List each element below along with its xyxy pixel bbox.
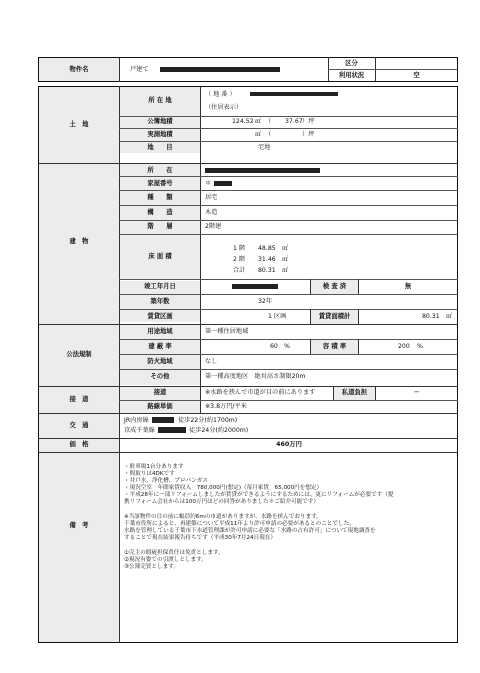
remark-line: することで現在結果報告待ちです（平成30年7月24日現在） [124, 535, 276, 541]
private-road-label: 私道負担 [341, 389, 368, 396]
remark-line: ・駐車場1台分あります [124, 464, 184, 470]
rental-area-label: 賃貸面積計 [318, 313, 351, 320]
route-price-label: 路線単価 [147, 403, 173, 410]
usage-value: 空 [413, 72, 420, 79]
other-regulation-value: 第一種高度地区 絶対高さ制限20m [205, 373, 306, 380]
land-chiban-label: （ 地 番 ） [205, 91, 236, 98]
rental-area-value: 80.31 [422, 313, 440, 320]
other-regulation-label: その他 [150, 373, 170, 380]
rental-section-label: 賃貸区画 [147, 313, 173, 320]
route-price-value: ※3.8万円/平米 [205, 403, 247, 410]
redacted-station1 [152, 417, 174, 423]
land-section-label: 土 地 [69, 121, 89, 128]
usage-label: 利用状況 [338, 72, 365, 79]
remark-line: ①売主の瑕疵担保責任は免責とします。 [124, 550, 224, 556]
transport-line1-suffix: 徒歩22分(約1700m) [178, 417, 238, 424]
property-name-label: 物件名 [69, 66, 89, 73]
floor-area-label: 床 面 積 [148, 253, 172, 260]
price-label: 価 格 [69, 441, 89, 448]
redacted-chiban [250, 92, 338, 96]
land-chimoku-value: 宅地 [258, 144, 271, 151]
inspection-value: 無 [404, 283, 412, 290]
far-value: 200 [398, 343, 410, 350]
floors-label: 階 層 [147, 223, 173, 230]
land-area-tsubo: 37.67 [285, 118, 303, 125]
land-area-label: 公簿地積 [147, 118, 173, 125]
redacted-name [160, 67, 280, 72]
redacted-station2 [158, 427, 186, 433]
land-area-sqm: 124.52 [232, 118, 254, 125]
remark-line: ・平成28年に一部リフォームしましたが賃貸ができるようにするためには、更にリフォームが必要です（提 [124, 492, 394, 498]
land-chimoku-label: 地 目 [147, 144, 173, 151]
building-location-label: 所 在 [147, 167, 173, 174]
land-location-label: 所 在 地 [148, 97, 172, 104]
land-measured-label: 実測地積 [147, 131, 173, 138]
remark-line: ②現況有姿での引渡しとします。 [124, 557, 207, 563]
remark-line: ・井戸水、浄化槽、プロパンガス [124, 478, 208, 484]
remark-line: ・現況空室 年間家賃収入 780,000円(想定)（毎月家賃 65,000円を想定） [124, 485, 323, 491]
redacted-house-no [214, 181, 232, 186]
land-area-unit: ㎡ [255, 118, 262, 125]
road-section-label: 接 道 [69, 396, 89, 403]
transport-section-label: 交 通 [69, 422, 89, 429]
remark-line: ・間取りは4DKです [124, 471, 175, 477]
transport-line1-prefix: JR内房線 [124, 417, 149, 424]
access-value: ※水路を挟んで市道が目の前にあります [205, 389, 316, 396]
inspection-label: 検 査 済 [322, 283, 347, 290]
structure-label: 構 造 [147, 209, 173, 216]
remark-line: 千葉市役所によると、再建築について平成11年より許可申請の必要があるとのことでした。 [124, 521, 355, 527]
transport-line2-prefix: 京成千葉線 [124, 427, 155, 434]
remarks-label: 備 考 [69, 522, 89, 529]
age-label: 築年数 [150, 298, 170, 305]
house-no-label: 家屋番号 [147, 180, 173, 187]
remark-line: ※当該物件の目の前に幅員約6mの市道がありますが、水路を挟んでおります。 [124, 514, 322, 520]
property-sheet: 物件名 戸建て 区分 利用状況 空 土 地 所 在 地 （ 地 番 ） （住居表示） 公簿地積 124.52 ㎡ （ 37.67 ）坪 実測地積 ㎡ （ ）坪 地 目 宅地 建 物 所 在 家屋番号 ＊ 種 類 居宅 構 造 木造 階 層 2階建 床 面 積 1 階 48.85 ㎡ 2 階 31.46 ㎡ 合計 80.31 ㎡ 竣工年月日 検 査 済 無 築年数 32年 賃貸区画 1 区画 賃貸面積計 80.31 ㎡ 公法規制 用途地域 第一種住居地域 建 蔽 率 60 % 容 積 率 200 % 防火地域 なし その他 第一種高度地区 絶対高さ制限20m 接 道 接道 ※水路を挟んで市道が目の前にあります 私道負担 － 路線単価 ※3.8万円/平米 交 通 JR内房線 徒歩22分(約1700m) 京成千葉線 徒歩24分(約2000m) 価 格 460万円 備 考 ・駐車場1台分あります ・間取りは4DKです ・井戸水、浄化槽、プロパンガス ・現況空室 年間家賃収入 780,000円(想定)（毎月家賃 65,000円を想定） ・平成28年に一部リフォームしましたが賃貸ができるようにするためには、更にリフォームが必要です（提 携リフォーム会社からは100万円ほどの回答がありました＊ご紹介可能です） ※当該物件の目の前に幅員約6mの市道がありますが、水路を挟んでおります。 千葉市役所によると、再建築について平成11年より許可申請の必要があるとのことでした。 水路を管理している千葉市下水道管理課が許可申請に必要な「水路の占有許可」について現地調査を することで現在結果報告待ちです（平成30年7月24日現在） ①売主の瑕疵担保責任は免責とします。 ②現況有姿での引渡しとします。 ③公簿売買とします。 [0, 0, 480, 673]
coverage-label: 建 蔽 率 [148, 343, 172, 350]
remark-line: 水路を管理している千葉市下水道管理課が許可申請に必要な「水路の占有許可」について現地調査を [124, 528, 376, 534]
age-value: 32年 [258, 298, 273, 305]
transport-line2-suffix: 徒歩24分(約2000m) [189, 427, 249, 434]
regulation-section-label: 公法規制 [66, 351, 92, 358]
floor2-value: 31.46 [258, 256, 276, 263]
far-label: 容 積 率 [322, 343, 347, 350]
private-road-value: － [413, 389, 420, 396]
land-jukyo-label: （住居表示） [205, 104, 243, 111]
category-label: 区分 [345, 60, 358, 67]
rental-section-value: 1 区画 [268, 313, 287, 320]
structure-value: 木造 [205, 209, 218, 216]
property-name-value: 戸建て [130, 66, 149, 73]
zoning-label: 用途地域 [147, 328, 173, 335]
access-label: 接道 [153, 389, 167, 396]
redacted-building-location [205, 168, 320, 173]
type-label: 種 類 [147, 194, 173, 201]
building-section-label: 建 物 [69, 238, 89, 245]
type-value: 居宅 [205, 194, 218, 201]
remark-line: ③公簿売買とします。 [124, 564, 179, 570]
fire-label: 防火地域 [147, 358, 173, 365]
floors-value: 2階建 [205, 223, 222, 230]
floor1-value: 48.85 [258, 245, 276, 252]
redacted-completion-date [232, 284, 278, 289]
zoning-value: 第一種住居地域 [205, 328, 249, 335]
remark-line: 携リフォーム会社からは100万円ほどの回答がありました＊ご紹介可能です） [124, 499, 319, 505]
completion-label: 竣工年月日 [144, 283, 176, 290]
coverage-value: 60 [270, 343, 278, 350]
fire-value: なし [205, 358, 218, 365]
price-value: 460万円 [276, 441, 302, 448]
total-floor-value: 80.31 [258, 267, 276, 274]
